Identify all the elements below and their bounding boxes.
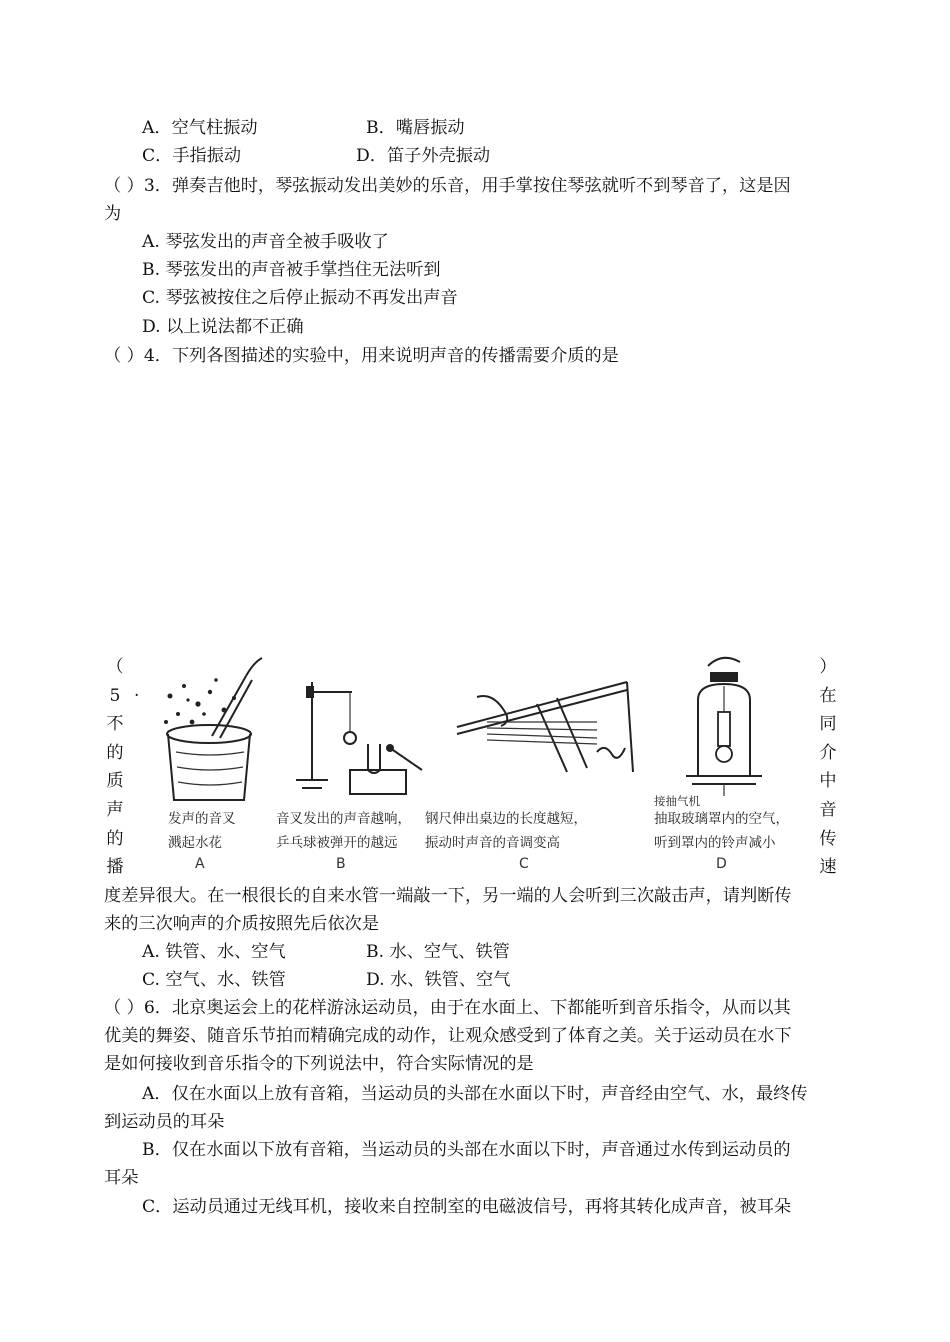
- q5-left-char: （: [106, 657, 124, 677]
- q2-option-row-1: [142, 114, 887, 142]
- q5-option-row-1: [142, 938, 887, 966]
- q5-left-char: 声: [106, 799, 124, 820]
- q3-option-b: B. 琴弦发出的声音被手掌挡住无法听到: [142, 260, 441, 280]
- q5-left-char: 的: [106, 742, 124, 763]
- q5-right-char: 速: [819, 857, 837, 878]
- q6-stem-line-1: （ ）6．北京奥运会上的花样游泳运动员，由于在水面上、下都能听到音乐指令，从而以其: [104, 998, 791, 1018]
- q5-option-b: B. 水、空气、铁管: [366, 942, 510, 962]
- q5-option-c: C. 空气、水、铁管: [142, 970, 286, 990]
- q5-right-char: 传: [819, 828, 837, 849]
- q3-stem-line-1: （ ）3．弹奏吉他时，琴弦振动发出美妙的乐音，用手掌按住琴弦就听不到琴音了，这是因: [104, 176, 791, 196]
- q5-left-char: 播: [106, 857, 124, 878]
- q6-stem-line-3: 是如何接收到音乐指令的下列说法中，符合实际情况的是: [104, 1054, 534, 1074]
- q4-stem: （ ）4．下列各图描述的实验中，用来说明声音的传播需要介质的是: [104, 346, 619, 366]
- q5-option-d: D. 水、铁管、空气: [366, 970, 511, 990]
- q6-option-b-line-2: 耳朵: [104, 1168, 139, 1188]
- q5-stem-line-2: 来的三次响声的介质按照先后依次是: [104, 914, 380, 934]
- q5-right-char: 介: [819, 742, 837, 763]
- figure-a: [150, 652, 265, 877]
- figure-c-caption-2: 振动时声音的音调变高: [425, 835, 560, 851]
- q5-left-column: [104, 653, 126, 882]
- figure-b-caption-2: 乒乓球被弹开的越远: [276, 835, 398, 851]
- q5-right-char: 音: [819, 799, 837, 820]
- figure-a-caption-1: 发声的音叉: [168, 811, 236, 827]
- q5-right-char: 在: [819, 685, 837, 706]
- figure-d-caption-2: 听到罩内的铃声减小: [654, 835, 776, 851]
- figure-b: [272, 652, 442, 877]
- q2-option-a: A．空气柱振动: [142, 118, 258, 138]
- q6-stem-line-2: 优美的舞姿、随音乐节拍而精确完成的动作，让观众感受到了体育之美。关于运动员在水下: [104, 1026, 792, 1046]
- figure-b-caption-1: 音叉发出的声音越响，: [276, 811, 411, 827]
- q5-stem-line-1: 度差异很大。在一根很长的自来水管一端敲一下，另一端的人会听到三次敲击声，请判断传: [104, 886, 792, 906]
- figure-c-caption-1: 钢尺伸出桌边的长度越短，: [425, 811, 587, 827]
- q2-option-d: D．笛子外壳振动: [356, 146, 491, 166]
- q3-option-c: C. 琴弦被按住之后停止振动不再发出声音: [142, 288, 458, 308]
- figure-d: [652, 652, 812, 877]
- q5-right-char: 中: [819, 771, 837, 792]
- q5-left-char: 的: [106, 828, 124, 849]
- steel-ruler-illustration: [447, 652, 637, 802]
- q5-left-char: 质: [106, 771, 124, 792]
- q3-stem-line-2: 为: [104, 204, 122, 224]
- q2-option-b: B．嘴唇振动: [366, 118, 465, 138]
- figure-d-pump-label: 接抽气机: [654, 794, 700, 808]
- q2-option-row-2: [142, 142, 887, 170]
- tuning-fork-pingpong-illustration: [272, 652, 442, 802]
- q5-right-column: [817, 653, 839, 882]
- q6-option-a-line-2: 到运动员的耳朵: [104, 1112, 225, 1132]
- q3-option-a: A. 琴弦发出的声音全被手吸收了: [142, 232, 389, 252]
- figure-c: [425, 652, 637, 877]
- q6-option-b-line-1: B．仅在水面以下放有音箱，当运动员的头部在水面以下时，声音通过水传到运动员的: [142, 1140, 791, 1160]
- q5-left-char: 5: [109, 685, 121, 706]
- figure-a-caption-2: 溅起水花: [168, 835, 222, 851]
- q5-option-row-2: [142, 966, 887, 994]
- tuning-fork-water-illustration: [150, 652, 265, 802]
- figure-a-letter: A: [195, 856, 205, 872]
- q5-option-a: A. 铁管、水、空气: [142, 942, 286, 962]
- q5-right-char: 同: [819, 714, 837, 735]
- q3-option-d: D. 以上说法都不正确: [142, 317, 304, 337]
- figure-c-letter: C: [519, 856, 529, 872]
- figure-b-letter: B: [336, 856, 346, 872]
- q5-right-char: ）: [819, 657, 837, 677]
- figure-d-caption-1: 抽取玻璃罩内的空气，: [654, 811, 789, 827]
- q5-dot: .: [134, 681, 140, 701]
- q6-option-a-line-1: A．仅在水面以上放有音箱，当运动员的头部在水面以下时，声音经由空气、水，最终传: [142, 1084, 808, 1104]
- q5-left-char: 不: [106, 714, 124, 735]
- q2-option-c: C．手指振动: [142, 146, 242, 166]
- bell-jar-illustration: [652, 652, 812, 802]
- q6-option-c-line-1: C．运动员通过无线耳机，接收来自控制室的电磁波信号，再将其转化成声音，被耳朵: [142, 1197, 792, 1217]
- figure-d-letter: D: [716, 856, 727, 872]
